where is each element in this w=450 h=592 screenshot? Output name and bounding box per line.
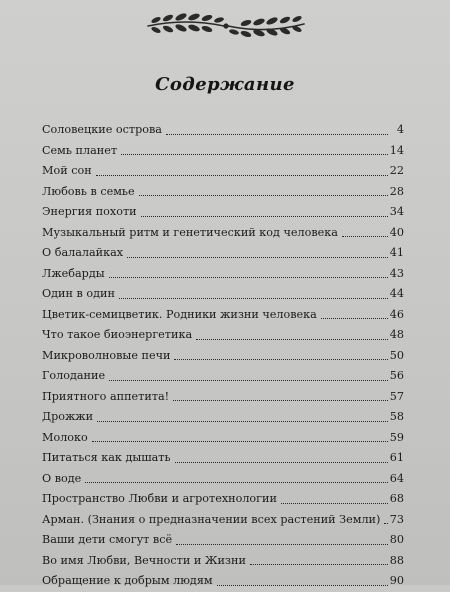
toc-leader-dots: [166, 133, 388, 135]
table-of-contents: [42, 120, 404, 592]
toc-entry-page-number: 46: [389, 307, 404, 321]
toc-entry-page-number: 41: [389, 246, 404, 259]
toc-entry: [42, 407, 404, 428]
toc-entry-title: О балалайках: [42, 246, 124, 259]
toc-entry-page-number: 40: [389, 225, 404, 239]
toc-entry-title: Энергия похоти: [42, 205, 137, 218]
toc-leader-dots: [97, 420, 388, 422]
toc-leader-dots: [321, 317, 388, 319]
toc-entry: [42, 551, 404, 572]
toc-leader-dots: [281, 502, 388, 504]
toc-entry: [42, 428, 404, 449]
toc-leader-dots: [85, 481, 387, 483]
toc-entry-page-number: 28: [389, 184, 404, 198]
toc-entry-title: Мой сон: [42, 164, 92, 177]
toc-entry: [42, 223, 404, 244]
toc-entry-page-number: 59: [389, 430, 404, 444]
toc-entry-title: Голодание: [42, 369, 106, 382]
toc-entry: [42, 305, 404, 326]
toc-entry: [42, 469, 404, 490]
toc-entry-page-number: 90: [389, 574, 404, 587]
toc-entry-page-number: 14: [389, 143, 404, 157]
toc-leader-dots: [176, 543, 388, 545]
toc-entry-page-number: 4: [396, 123, 404, 136]
toc-entry: [42, 120, 404, 141]
toc-entry: [42, 325, 404, 346]
toc-leader-dots: [121, 153, 388, 155]
toc-leader-dots: [141, 215, 388, 217]
toc-leader-dots: [92, 440, 388, 442]
toc-entry-title: Во имя Любви, Вечности и Жизни: [42, 553, 246, 567]
toc-entry-page-number: 61: [389, 451, 404, 464]
toc-entry-title: Цветик-семицветик. Родники жизни человека: [42, 307, 317, 321]
toc-entry-title: Приятного аппетита!: [42, 389, 170, 403]
toc-entry-page-number: 88: [389, 553, 404, 567]
toc-entry: [42, 489, 404, 510]
toc-entry-page-number: 64: [389, 471, 404, 485]
toc-leader-dots: [175, 461, 388, 463]
toc-entry: [42, 571, 404, 592]
toc-entry: [42, 141, 404, 162]
toc-entry-title: Пространство Любви и агротехнологии: [42, 492, 277, 505]
toc-entry-title: Дрожжи: [42, 410, 94, 423]
toc-entry-title: Микроволновые печи: [42, 348, 171, 362]
toc-entry-page-number: 48: [389, 328, 404, 341]
toc-entry: [42, 346, 404, 367]
toc-entry: [42, 161, 404, 182]
toc-entry-page-number: 34: [389, 205, 404, 218]
toc-entry-page-number: 22: [389, 164, 404, 177]
toc-entry: [42, 284, 404, 305]
toc-leader-dots: [119, 297, 388, 299]
toc-leader-dots: [139, 194, 388, 196]
toc-entry: [42, 448, 404, 469]
toc-entry-title: Что такое биоэнергетика: [42, 328, 193, 341]
toc-entry-page-number: 50: [389, 348, 404, 362]
toc-entry: [42, 182, 404, 203]
toc-entry: [42, 264, 404, 285]
toc-leader-dots: [109, 276, 388, 278]
toc-entry-page-number: 80: [389, 533, 404, 546]
toc-entry-title: Музыкальный ритм и генетический код человека: [42, 225, 338, 239]
toc-entry-title: Любовь в семье: [42, 184, 135, 198]
toc-entry-title: Питаться как дышать: [42, 451, 171, 464]
toc-entry: [42, 243, 404, 264]
toc-leader-dots: [109, 379, 388, 381]
toc-leader-dots: [173, 399, 388, 401]
toc-entry: [42, 387, 404, 408]
toc-entry-title: О воде: [42, 471, 82, 485]
toc-entry-title: Семь планет: [42, 143, 118, 157]
toc-entry-title: Молоко: [42, 430, 88, 444]
toc-leader-dots: [174, 358, 387, 360]
toc-entry-title: Лжебарды: [42, 266, 105, 280]
page-title: Содержание: [155, 74, 295, 95]
toc-entry-page-number: 44: [389, 287, 404, 300]
toc-entry-title: Ваши дети смогут всё: [42, 533, 173, 546]
toc-entry-page-number: 43: [389, 266, 404, 280]
toc-entry-title: Арман. (Знания о предназначении всех растений Земли): [42, 512, 381, 526]
toc-leader-dots: [342, 235, 388, 237]
toc-entry-page-number: 57: [389, 389, 404, 403]
toc-leader-dots: [250, 563, 388, 565]
toc-entry-page-number: 68: [389, 492, 404, 505]
toc-entry: [42, 530, 404, 551]
laurel-ornament-icon: [142, 8, 310, 42]
toc-entry: [42, 202, 404, 223]
toc-leader-dots: [196, 338, 388, 340]
toc-entry-page-number: 73: [389, 512, 404, 526]
toc-leader-dots: [127, 256, 388, 258]
toc-entry-title: Соловецкие острова: [42, 123, 162, 136]
toc-leader-dots: [96, 174, 388, 176]
toc-entry-page-number: 58: [389, 410, 404, 423]
toc-entry-title: Обращение к добрым людям: [42, 574, 213, 587]
toc-leader-dots: [384, 522, 387, 524]
toc-entry-page-number: 56: [389, 369, 404, 382]
toc-entry: [42, 510, 404, 531]
toc-entry-title: Один в один: [42, 287, 115, 300]
toc-entry: [42, 366, 404, 387]
